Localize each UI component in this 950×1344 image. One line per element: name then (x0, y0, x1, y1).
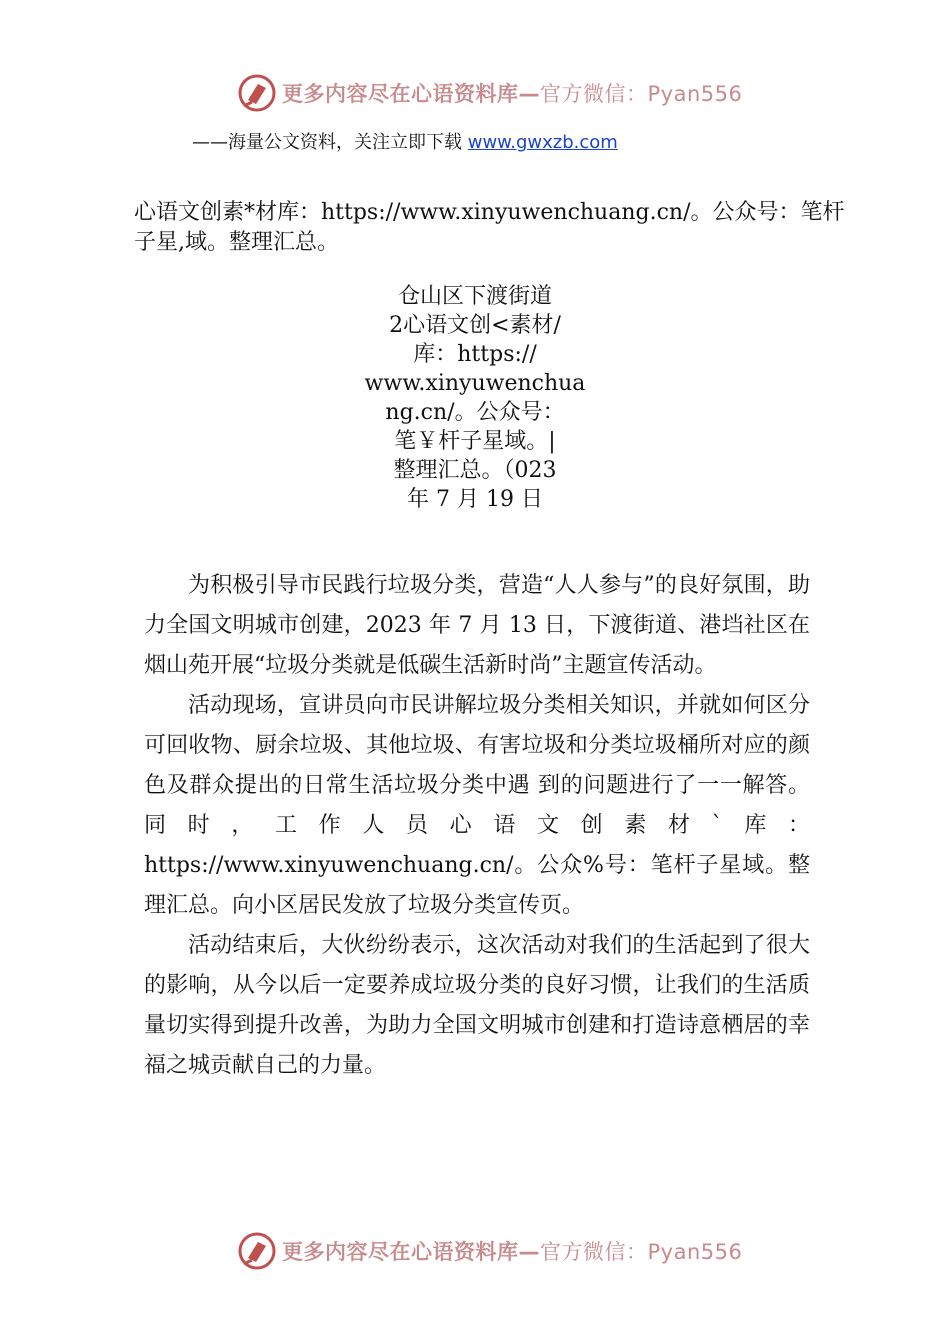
article-title (300, 282, 650, 514)
title-line: 年 7 月 19 日 (407, 487, 543, 512)
intro-text: 心语文创素*材库：https://www.xinyuwenchuang.cn/。公众号：笔杆子星,域。整理汇总。 (134, 200, 845, 255)
title-line: 整理汇总。（023 (393, 458, 557, 483)
article-body (144, 566, 810, 1086)
watermark-wechat: 官方微信：Pyan556 (540, 1240, 743, 1264)
watermark-text (282, 78, 742, 108)
download-notice-text: ——海量公文资料，关注立即下载 (192, 132, 468, 153)
download-link[interactable]: www.gwxzb.com (467, 132, 618, 153)
watermark-main: 更多内容尽在心语资料库— (282, 1240, 540, 1264)
body-paragraph: 为积极引导市民践行垃圾分类，营造“人人参与”的良好氛围，助力全国文明城市创建，2023 年 7 月 13 日，下渡街道、港垱社区在烟山苑开展“垃圾分类就是低碳生活新时尚”主题宣传活动。 (144, 573, 810, 678)
title-line: 笔￥杆子星域。| (394, 429, 556, 454)
logo-icon (236, 72, 278, 114)
title-line: 库：https:// (413, 342, 537, 367)
footer-watermark (0, 1228, 950, 1278)
title-line: 2心语文创<素材/ (389, 313, 561, 338)
watermark-text (282, 1236, 742, 1266)
title-line: 仓山区下渡街道 (397, 284, 552, 309)
body-paragraph: 活动现场，宣讲员向市民讲解垃圾分类相关知识，并就如何区分可回收物、厨余垃圾、其他垃圾、有害垃圾和分类垃圾桶所对应的颜色及群众提出的日常生活垃圾分类中遇 到的问题进行了一一解答。同时，工作人员心语文创素材`库：https://www.xinyuwenchuang.cn/。公众%号：笔杆子星域。整理汇总。向小区居民发放了垃圾分类宣传页。 (144, 693, 810, 918)
logo-icon (236, 1230, 278, 1272)
title-line: ng.cn/。公众号： (385, 400, 565, 425)
watermark-main: 更多内容尽在心语资料库— (282, 82, 540, 106)
body-paragraph: 活动结束后，大伙纷纷表示，这次活动对我们的生活起到了很大的影响，从今以后一定要养成垃圾分类的良好习惯，让我们的生活质量切实得到提升改善，为助力全国文明城市创建和打造诗意栖居的幸福之城贡献自己的力量。 (144, 933, 810, 1078)
header-watermark (0, 70, 950, 120)
download-notice (192, 128, 618, 154)
watermark-wechat: 官方微信：Pyan556 (540, 82, 743, 106)
title-line: www.xinyuwenchua (364, 371, 586, 396)
